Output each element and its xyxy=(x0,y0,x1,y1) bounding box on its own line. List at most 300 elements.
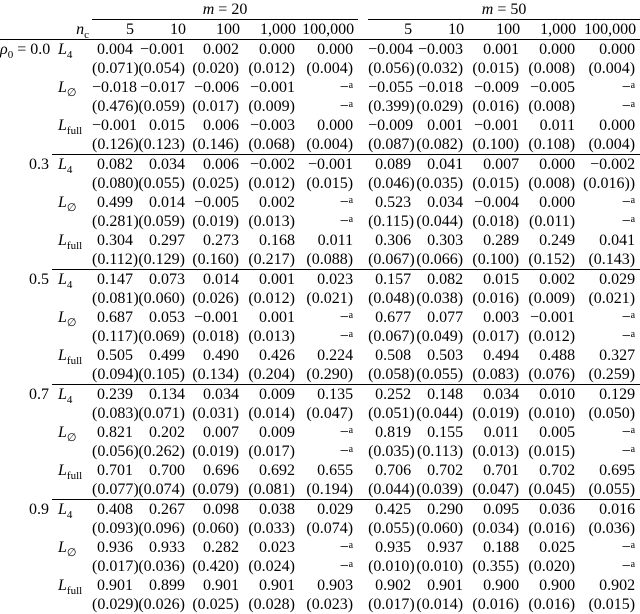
estimate-value-cell: 0.006 xyxy=(203,117,239,134)
se-value-cell: (0.014) xyxy=(416,596,464,613)
estimator-label xyxy=(52,193,92,215)
estimate-value-cell: 0.933 xyxy=(149,539,185,556)
se-value-cell: (0.071) xyxy=(92,60,139,77)
se-value-cell: (0.115) xyxy=(368,213,415,230)
se-value-cell: (0.069) xyxy=(138,328,185,345)
estimate-value-cell: 0.937 xyxy=(427,539,464,556)
se-value-cell: (0.058) xyxy=(368,366,415,383)
estimate-value-cell: −0.001 xyxy=(474,117,520,134)
na-footnote-cell: −$^a$ xyxy=(339,424,354,441)
se-value-cell: (0.026) xyxy=(138,596,185,613)
estimate-value-cell: −0.005 xyxy=(193,194,239,211)
estimate-value-cell: −0.001 xyxy=(92,117,138,134)
standard-error-row xyxy=(0,327,640,346)
na-footnote-cell: −$^a$ xyxy=(621,539,636,556)
se-value-cell: (0.021) xyxy=(588,290,636,307)
estimator-cell-empty xyxy=(52,557,92,576)
na-footnote-cell: −$^a$ xyxy=(621,79,636,96)
rho-subscript: 0 xyxy=(7,49,14,62)
block-gap xyxy=(358,461,368,480)
estimate-value-cell: −0.001 xyxy=(300,155,358,175)
m-variable: m xyxy=(481,1,494,18)
estimate-value-cell: −0.003 xyxy=(249,117,295,134)
estimator-cell-empty xyxy=(52,59,92,78)
estimate-value-cell: 0.289 xyxy=(483,232,520,249)
block-gap xyxy=(358,557,368,576)
estimate-value-cell: 0.499 xyxy=(149,347,185,364)
se-value-cell: (0.025) xyxy=(192,596,239,613)
estimator-subscript: ∅ xyxy=(66,87,77,100)
estimate-value-cell: 0.696 xyxy=(203,462,239,479)
block-gap xyxy=(358,212,368,231)
se-value-cell: (0.016) xyxy=(472,290,520,307)
estimator-label xyxy=(52,270,92,290)
se-value-cell: (0.015) xyxy=(472,60,520,77)
se-value-cell: (0.014) xyxy=(248,405,295,422)
estimate-row xyxy=(0,423,640,442)
na-footnote-cell: −$^a$ xyxy=(621,328,636,345)
standard-error-row xyxy=(0,519,640,538)
se-value-cell: (0.066) xyxy=(416,251,464,268)
se-value-cell: (0.083) xyxy=(92,405,139,422)
rho-cell-empty xyxy=(0,308,52,327)
se-value-cell: (0.108) xyxy=(528,136,576,153)
estimate-value-cell: 0.902 xyxy=(599,577,636,594)
col-header-m20-5: 5 xyxy=(92,20,138,40)
estimate-value-cell: 0.034 xyxy=(427,194,464,211)
se-value-cell: (0.074) xyxy=(306,520,354,537)
estimator-base: L xyxy=(58,539,67,556)
estimate-value-cell: 0.011 xyxy=(539,117,576,134)
estimator-base: L xyxy=(58,462,67,479)
footnote-marker: a xyxy=(630,444,636,455)
se-value-cell: (0.012) xyxy=(248,175,295,192)
se-value-cell: (0.160) xyxy=(192,251,239,268)
se-value-cell: (0.355) xyxy=(472,558,520,575)
se-value-cell: (0.194) xyxy=(306,481,354,498)
estimate-value-cell: 0.900 xyxy=(483,577,520,594)
se-value-cell: (0.060) xyxy=(138,290,185,307)
block-gap xyxy=(358,308,368,327)
estimate-value-cell: 0.901 xyxy=(203,577,239,594)
se-value-cell: (0.399) xyxy=(368,98,415,115)
estimate-value-cell: 0.936 xyxy=(97,539,133,556)
block-gap xyxy=(358,519,368,538)
se-value-cell: (0.068) xyxy=(248,136,295,153)
block-gap xyxy=(358,538,368,557)
estimate-value-cell: −0.018 xyxy=(418,79,464,96)
estimate-value-cell: 0.023 xyxy=(259,539,295,556)
estimate-value-cell: 0.009 xyxy=(244,385,300,405)
block-gap xyxy=(358,442,368,461)
se-value-cell: (0.048) xyxy=(368,290,415,307)
estimator-base: L xyxy=(58,347,67,364)
footnote-marker: a xyxy=(348,195,354,206)
rho-cell-empty xyxy=(0,480,52,500)
se-value-cell: (0.025) xyxy=(192,175,239,192)
col-header-m20-100000: 100,000 xyxy=(300,20,358,40)
block-gap xyxy=(358,20,368,40)
se-value-cell: (0.060) xyxy=(192,520,239,537)
na-footnote-cell: −$^a$ xyxy=(621,213,636,230)
estimator-cell-empty xyxy=(52,595,92,614)
se-value-cell: (0.034) xyxy=(472,520,520,537)
estimator-label xyxy=(52,538,92,560)
estimate-row xyxy=(0,461,640,480)
estimate-value-cell: 0.041 xyxy=(416,155,468,175)
na-footnote-cell: −$^a$ xyxy=(339,328,354,345)
estimate-value-cell: 0.010 xyxy=(524,385,580,405)
se-value-cell: (0.010) xyxy=(368,558,415,575)
estimate-value-cell: 0.282 xyxy=(203,539,239,556)
na-footnote-cell: −$^a$ xyxy=(339,194,354,211)
se-value-cell: (0.420) xyxy=(192,558,239,575)
rho-cell-empty xyxy=(0,212,52,231)
se-value-cell: (0.017) xyxy=(92,558,139,575)
estimate-row xyxy=(0,576,640,595)
estimate-value-cell: 0.000 xyxy=(259,41,295,58)
estimator-base: L xyxy=(58,501,67,518)
rho-cell-empty xyxy=(0,174,52,193)
estimate-value-cell: −0.009 xyxy=(368,117,414,134)
se-value-cell: (0.018) xyxy=(192,328,239,345)
estimator-base: L xyxy=(58,41,67,58)
se-value-cell: (0.112) xyxy=(92,251,139,268)
rho-cell-empty xyxy=(0,519,52,538)
se-value-cell: (0.081) xyxy=(248,481,295,498)
footnote-marker: a xyxy=(348,559,354,570)
estimator-cell-empty xyxy=(52,365,92,385)
estimator-subscript: 4 xyxy=(66,509,73,522)
estimate-row xyxy=(0,308,640,327)
estimate-row xyxy=(0,78,640,97)
se-value-cell: (0.004) xyxy=(306,60,354,77)
rho-label: 0.7 xyxy=(29,386,49,403)
nc-column-header xyxy=(0,20,92,40)
estimate-value-cell: 0.015 xyxy=(149,117,185,134)
rho-variable: ρ xyxy=(0,41,8,58)
estimate-value-cell: 0.000 xyxy=(317,41,354,58)
rho-cell-empty xyxy=(0,327,52,346)
se-value-cell: (0.071) xyxy=(138,405,185,422)
se-value-cell: (0.016) xyxy=(472,98,520,115)
estimate-value-cell: 0.082 xyxy=(416,270,468,290)
estimator-subscript: full xyxy=(66,240,83,253)
se-value-cell: (0.059) xyxy=(138,213,185,230)
se-value-cell: (0.010) xyxy=(528,405,576,422)
estimate-value-cell: 0.327 xyxy=(599,347,636,364)
standard-error-row xyxy=(0,289,640,308)
standard-error-row xyxy=(0,365,640,385)
se-value-cell: (0.083) xyxy=(472,366,520,383)
se-value-cell: (0.105) xyxy=(138,366,185,383)
block-gap xyxy=(358,289,368,308)
se-value-cell: (0.010) xyxy=(416,558,464,575)
estimate-value-cell: 0.702 xyxy=(427,462,464,479)
estimator-subscript: full xyxy=(66,355,83,368)
footnote-marker: a xyxy=(348,310,354,321)
estimator-cell-empty xyxy=(52,442,92,461)
estimator-subscript: ∅ xyxy=(66,317,77,330)
se-value-cell: (0.035) xyxy=(416,175,464,192)
estimate-value-cell: −0.003 xyxy=(418,41,464,58)
block-gap xyxy=(358,78,368,97)
estimate-value-cell: 0.157 xyxy=(368,270,416,290)
se-value-cell: (0.024) xyxy=(248,558,295,575)
estimator-base: L xyxy=(58,386,67,403)
block-gap xyxy=(358,59,368,78)
se-value-cell: (0.096) xyxy=(138,520,185,537)
block-gap xyxy=(358,40,368,60)
estimate-value-cell: 0.290 xyxy=(416,500,468,520)
se-value-cell: (0.013) xyxy=(472,443,520,460)
m20-value: = 20 xyxy=(214,1,248,18)
estimator-cell-empty xyxy=(52,97,92,116)
se-value-cell: (0.012) xyxy=(248,290,295,307)
col-header-m50-5: 5 xyxy=(368,20,416,40)
block-gap xyxy=(358,174,368,193)
se-value-cell: (0.055) xyxy=(138,175,185,192)
na-footnote-cell: −$^a$ xyxy=(621,98,636,115)
block-gap xyxy=(358,365,368,385)
estimator-subscript: 4 xyxy=(66,49,73,62)
block-gap xyxy=(358,135,368,155)
estimator-subscript: full xyxy=(66,125,83,138)
estimate-value-cell: 0.700 xyxy=(149,462,185,479)
estimator-base: L xyxy=(58,117,67,134)
se-value-cell: (0.028) xyxy=(248,596,295,613)
estimate-value-cell: 0.655 xyxy=(317,462,354,479)
estimate-value-cell: −0.001 xyxy=(193,309,239,326)
se-value-cell: (0.059) xyxy=(138,98,185,115)
estimate-row xyxy=(0,270,640,290)
se-value-cell: (0.008) xyxy=(528,60,576,77)
estimate-value-cell: 0.903 xyxy=(317,577,354,594)
estimate-value-cell: 0.695 xyxy=(599,462,636,479)
se-value-cell: (0.123) xyxy=(138,136,185,153)
block-gap xyxy=(358,97,368,116)
se-value-cell: (0.017) xyxy=(472,328,520,345)
se-value-cell: (0.056) xyxy=(92,443,139,460)
block-gap xyxy=(358,500,368,520)
estimate-value-cell: 0.249 xyxy=(539,232,576,249)
estimate-value-cell: 0.034 xyxy=(468,385,524,405)
se-value-cell: (0.008) xyxy=(528,175,576,192)
se-value-cell: (0.290) xyxy=(306,366,354,383)
rho-cell-empty xyxy=(0,135,52,155)
rho-cell-empty xyxy=(0,595,52,614)
se-value-cell: (0.013) xyxy=(248,328,295,345)
se-value-cell: (0.262) xyxy=(138,443,185,460)
estimator-cell-empty xyxy=(52,289,92,308)
se-value-cell: (0.044) xyxy=(416,213,464,230)
col-header-m50-10: 10 xyxy=(416,20,468,40)
footnote-marker: a xyxy=(348,99,354,110)
se-value-cell: (0.117) xyxy=(92,328,139,345)
estimate-value-cell: 0.425 xyxy=(368,500,416,520)
footnote-marker: a xyxy=(630,425,636,436)
estimator-cell-empty xyxy=(52,480,92,500)
block-gap xyxy=(358,231,368,250)
footnote-marker: a xyxy=(630,540,636,551)
se-value-cell: (0.259) xyxy=(588,366,636,383)
se-value-cell: (0.204) xyxy=(248,366,295,383)
estimate-value-cell: 0.005 xyxy=(539,424,576,441)
m-group-header-row xyxy=(0,0,640,20)
se-value-cell: (0.019) xyxy=(192,443,239,460)
estimator-subscript: 4 xyxy=(66,394,73,407)
estimator-subscript: full xyxy=(66,585,83,598)
se-value-cell: (0.011) xyxy=(529,213,576,230)
estimate-value-cell: 0.001 xyxy=(427,117,464,134)
rho-cell-empty xyxy=(0,231,52,250)
estimate-value-cell: 0.239 xyxy=(92,385,138,405)
estimate-value-cell: 0.148 xyxy=(416,385,468,405)
rho-cell-empty xyxy=(0,576,52,595)
rho-cell-empty xyxy=(0,59,52,78)
estimator-cell-empty xyxy=(52,212,92,231)
na-footnote-cell: −$^a$ xyxy=(339,79,354,96)
estimator-base: L xyxy=(58,424,67,441)
na-footnote-cell: −$^a$ xyxy=(621,309,636,326)
estimate-value-cell: 0.306 xyxy=(375,232,412,249)
estimate-value-cell: 0.003 xyxy=(483,309,520,326)
estimate-value-cell: 0.134 xyxy=(138,385,190,405)
estimate-value-cell: 0.304 xyxy=(97,232,133,249)
estimator-subscript: ∅ xyxy=(66,432,77,445)
na-footnote-cell: −$^a$ xyxy=(339,558,354,575)
se-value-cell: (0.100) xyxy=(472,251,520,268)
estimate-value-cell: 0.147 xyxy=(92,270,138,290)
block-gap xyxy=(358,327,368,346)
nc-subscript: c xyxy=(84,29,89,42)
estimate-value-cell: 0.002 xyxy=(259,194,295,211)
estimate-value-cell: 0.494 xyxy=(483,347,520,364)
estimate-value-cell: 0.014 xyxy=(190,270,244,290)
estimate-value-cell: 0.202 xyxy=(149,424,185,441)
rho-cell-empty xyxy=(0,346,52,365)
estimate-value-cell: −0.002 xyxy=(244,155,300,175)
se-value-cell: (0.077) xyxy=(92,481,139,498)
se-value-cell: (0.016)) xyxy=(583,175,636,192)
estimate-value-cell: 0.821 xyxy=(97,424,133,441)
block-gap xyxy=(358,385,368,405)
estimate-value-cell: 0.901 xyxy=(259,577,295,594)
estimator-subscript: 4 xyxy=(66,164,73,177)
footnote-marker: a xyxy=(630,99,636,110)
rho-label: 0.9 xyxy=(29,501,49,518)
estimate-value-cell: 0.252 xyxy=(368,385,416,405)
se-value-cell: (0.026) xyxy=(192,290,239,307)
table-body xyxy=(0,40,640,614)
estimate-value-cell: −0.001 xyxy=(139,41,185,58)
rho-cell-empty xyxy=(0,442,52,461)
estimate-value-cell: 0.702 xyxy=(539,462,576,479)
standard-error-row xyxy=(0,480,640,500)
se-value-cell: (0.032) xyxy=(416,60,464,77)
block-gap xyxy=(358,480,368,500)
footnote-marker: a xyxy=(630,329,636,340)
estimate-value-cell: 0.095 xyxy=(468,500,524,520)
estimate-value-cell: 0.011 xyxy=(317,232,354,249)
footnote-marker: a xyxy=(348,540,354,551)
se-value-cell: (0.019) xyxy=(472,405,520,422)
block-gap xyxy=(358,0,368,20)
estimator-base: L xyxy=(58,194,67,211)
se-value-cell: (0.067) xyxy=(368,328,415,345)
se-value-cell: (0.049) xyxy=(416,328,464,345)
se-value-cell: (0.018) xyxy=(472,213,520,230)
block-gap xyxy=(358,193,368,212)
estimate-value-cell: 0.168 xyxy=(259,232,295,249)
se-value-cell: (0.016) xyxy=(528,596,576,613)
footnote-marker: a xyxy=(630,559,636,570)
na-footnote-cell: −$^a$ xyxy=(621,558,636,575)
footnote-marker: a xyxy=(348,329,354,340)
estimator-cell-empty xyxy=(52,174,92,193)
se-value-cell: (0.033) xyxy=(248,520,295,537)
estimate-value-cell: 0.038 xyxy=(244,500,300,520)
estimate-value-cell: 0.900 xyxy=(539,577,576,594)
estimate-value-cell: 0.000 xyxy=(539,194,576,211)
estimator-label xyxy=(52,423,92,445)
estimate-value-cell: 0.025 xyxy=(539,539,576,556)
m-variable: m xyxy=(202,1,215,18)
se-value-cell: (0.088) xyxy=(306,251,354,268)
footnote-marker: a xyxy=(630,310,636,321)
rho-label: 0.3 xyxy=(29,156,49,173)
estimator-base: L xyxy=(58,79,67,96)
estimate-value-cell: 0.692 xyxy=(259,462,295,479)
se-value-cell: (0.056) xyxy=(368,60,415,77)
estimator-cell-empty xyxy=(52,519,92,538)
col-header-m20-100: 100 xyxy=(190,20,244,40)
estimate-value-cell: −0.005 xyxy=(530,79,576,96)
rho-cell-empty xyxy=(0,461,52,480)
se-value-cell: (0.100) xyxy=(472,136,520,153)
estimate-value-cell: 0.819 xyxy=(375,424,412,441)
estimate-value-cell: 0.004 xyxy=(97,41,133,58)
estimate-value-cell: 0.000 xyxy=(317,117,354,134)
estimate-value-cell: 0.034 xyxy=(138,155,190,175)
estimate-value-cell: −0.004 xyxy=(474,194,520,211)
footnote-marker: a xyxy=(630,214,636,225)
estimate-value-cell: 0.224 xyxy=(317,347,354,364)
rho-cell-empty xyxy=(0,423,52,442)
se-value-cell: (0.113) xyxy=(417,443,464,460)
se-value-cell: (0.044) xyxy=(416,405,464,422)
standard-error-row xyxy=(0,404,640,423)
rho-cell-empty xyxy=(0,289,52,308)
se-value-cell: (0.055) xyxy=(588,481,636,498)
estimator-label xyxy=(52,40,92,60)
footnote-marker: a xyxy=(348,444,354,455)
estimate-value-cell: 0.273 xyxy=(203,232,239,249)
se-value-cell: (0.076) xyxy=(528,366,576,383)
estimate-value-cell: −0.002 xyxy=(580,155,640,175)
se-value-cell: (0.004) xyxy=(588,136,636,153)
se-value-cell: (0.044) xyxy=(368,481,415,498)
estimate-row xyxy=(0,346,640,365)
se-value-cell: (0.067) xyxy=(368,251,415,268)
se-value-cell: (0.015) xyxy=(472,175,520,192)
se-value-cell: (0.046) xyxy=(368,175,415,192)
se-value-cell: (0.019) xyxy=(192,213,239,230)
estimator-label xyxy=(52,231,92,253)
estimator-subscript: ∅ xyxy=(66,547,77,560)
se-value-cell: (0.016) xyxy=(528,520,576,537)
estimator-label xyxy=(52,385,92,405)
